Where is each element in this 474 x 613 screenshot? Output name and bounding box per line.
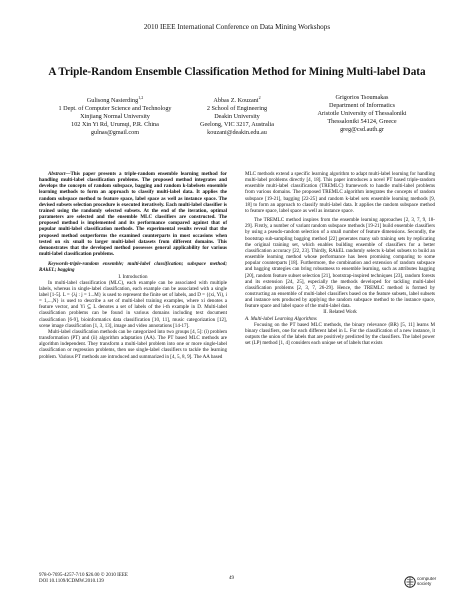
author-affiliation: Department of Informatics: [329, 102, 395, 110]
author-email: gulnas@gmail.com: [90, 129, 140, 137]
paper-title: A Triple-Random Ensemble Classification Method for Mining Multi-label Data: [48, 66, 426, 78]
subsection-heading: A. Multi-label Learning Algorithms: [245, 315, 317, 322]
author-email: greg@csd.auth.gr: [340, 126, 384, 134]
author-affiliation: Aristotle University of Thessaloniki: [317, 110, 407, 118]
author-affiliation: 1 Dept. of Computer Science and Technology: [58, 105, 172, 113]
right-paragraph-1: MLC methods extend a specific learning algorithm to adapt multi-label learning for handling multi-label problems directly [4, 18]. This paper introduces a novel PT based triple-random ensemble multi-label classification (TREMLC) framework to handle multi-label problems from various domains. The proposed TREMLC algorithm integrates the concepts of random subspace [19-21], bagging [22-25] and random k-label sets ensemble learning methods [9, 18] to form an approach to classify multi-label data. It applies the random subspace method to feature space, label space as well as instance space.: [245, 171, 435, 214]
page-number: 49: [229, 576, 234, 581]
keywords: Keywords-triple-random ensemble; multi-label classification; subspace method; RAkEL; bagging: [39, 261, 227, 274]
right-paragraph-2: The TREMLC method inspires from the ensemble learning approaches [2, 3, 7, 9, 18-29]. Firstly, a number of variant random subspace methods [19-21] build ensemble classifiers by using a pseudo-random selection of a small number of feature dimensions. Secondly, the bootstrap sub-sampling bagging method [22] generates many sub training sets by replicating the original training set, which enables building ensemble of classifiers for a better classification accuracy [22, 23]. Thirdly, RAkEL randomly selects k-label subsets to build an ensemble learning method whose performance has been promising comparing to some popular counterparts [18]. Furthermore, the combination and extension of random subspace and bagging strategies can bring robustness to ensemble learning, such as attributes bagging [20], random feature subset selection [21], bootstrap-inspired techniques [23], random forests and its extension [24, 25], especially the methods developed for tackling multi-label classification problems [2, 3, 7, 26-29]. Hence, the TREMLC method is formed by constructing an ensemble of multi-label classifiers based on the feature subsets, label subsets and instance sets produced by applying the random subspace method to the instance space, feature space and label space of the multi-label data.: [245, 217, 435, 310]
author-block-1: [55, 94, 175, 138]
author-affiliation: Xinjiang Normal University: [80, 113, 150, 121]
abstract-text: This paper presents a triple-random ensemble learning method for handling multi-label classification problems. The proposed method integrates and develops the concepts of random subspace, bagging and random k-labelsets ensemble learning methods to form an approach to classify multi-label data. It applies the random subspace method to feature space, label space as well as instance space. The devised subsets selection procedure is executed iteratively. Each multi-label classifier is trained using the randomly selected subsets. At the end of the iteration, optimal parameters are selected and the ensemble MLC classifiers are constructed. The proposed method is implemented and its performance compared against that of popular multi-label classification methods. The experimental results reveal that the proposed method outperforms the examined counterparts in most occasions when tested on six small to larger multi-label datasets from different domains. This demonstrates that the developed method possesses general applicability for various multi-label classification problems.: [39, 171, 227, 258]
footer-doi: DOI 10.1109/ICDMW.2010.139: [39, 579, 104, 585]
author-block-3: [298, 94, 426, 134]
author-affiliation: Geelong, VIC 3217, Australia: [200, 121, 274, 129]
abstract-label: Abstract—: [48, 171, 71, 177]
intro-paragraph-2: Multi-label classification methods can be categorized into two groups [4, 5]: (i) problem transformation (PT) and (ii) algorithm adaptation (AA). The PT based MLC methods are algorithm independent. They transform a multi-label problem into one or more single-label classification or regression problems, then use single-label classifiers to tackle the learning problem. Various PT methods are introduced and summarized in [4, 5, 8, 9]. The AA based: [39, 328, 227, 360]
section-heading-related-work: II. Related Work: [323, 309, 357, 316]
author-block-2: [181, 94, 293, 138]
footer-left: [39, 573, 128, 585]
author-name: Grigorios Tsoumakas: [335, 94, 389, 101]
computer-society-logo: [404, 574, 442, 591]
author-affiliation: Thessaloniki 54124, Greece: [327, 118, 397, 126]
author-affiliation: 2 School of Engineering: [206, 105, 268, 113]
conference-header: 2010 IEEE International Conference on Data Mining Workshops: [143, 23, 331, 31]
intro-paragraph-1: In multi-label classification (MLC), each example can be associated with multiple labels, whereas in single-label classification, each example can be associated with a single label [1-5]. L = {λj : j = 1...M} is used to represent the finite set of labels, and D = {(xi, Yi), i = 1,...,N} is used to describe a set of multi-label training examples, where xi denotes a feature vector, and Yi ⊆ L denotes a set of labels of the i-th example in D. Multi-label classification problems can be found in various domains including text document classification [6-9], bioinformatics data classification [10, 11], music categorization [12], scene image classification [1, 3, 13], image and video annotations [14-17].: [39, 279, 227, 329]
section-heading-introduction: I. Introduction: [118, 273, 148, 280]
author-affiliation: 102 Xin Yi Rd, Urumqi, P.R. China: [71, 121, 159, 129]
abstract: [39, 171, 227, 257]
author-email: kouzani@deakin.edu.au: [207, 129, 267, 137]
left-column: [39, 171, 227, 360]
author-name: Abbas Z. Kouzani$^2$: [213, 95, 261, 105]
author-affiliation: Deakin University: [214, 113, 260, 121]
footer-isbn: 978-0-7695-4257-7/10 $26.00 © 2010 IEEE: [39, 573, 128, 578]
subsection-paragraph: Focusing on the PT based MLC methods, the binary relevance (BR) [5, 11] learns M binary classifiers, one for each different label in L. For the classification of a new instance, it outputs the union of the labels that are positively predicted by the classifiers. The label power set (LP) method [1, 4] considers each unique set of labels that exists: [245, 321, 435, 347]
logo-text: computer society: [417, 576, 437, 586]
right-column: [245, 171, 435, 346]
author-name: Gulisong Nasierding$^{1,2}$: [86, 95, 144, 105]
